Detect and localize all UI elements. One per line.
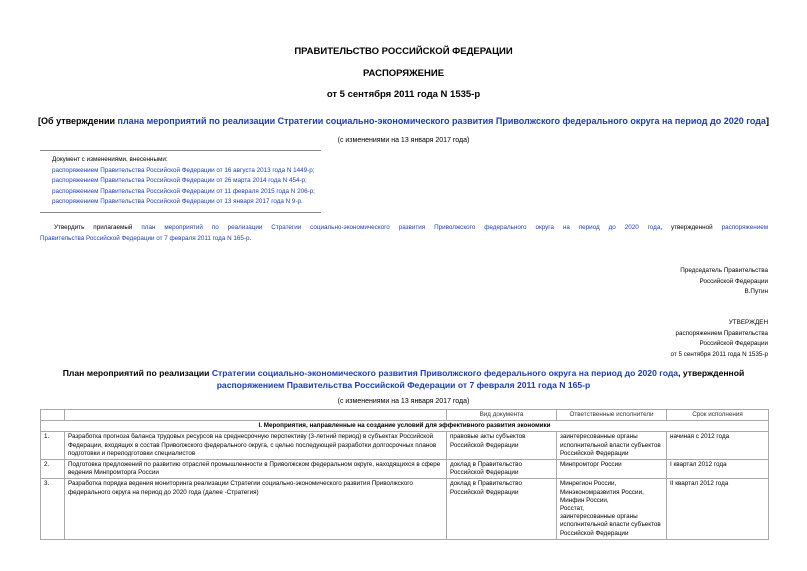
document-type: РАСПОРЯЖЕНИЕ: [362, 68, 445, 79]
document-title: [0, 116, 807, 126]
approved-date: от 5 сентября 2011 года N 1535-р: [670, 350, 768, 358]
header-cell: Вид документа: [447, 410, 557, 421]
row-term: начиная с 2012 года: [667, 432, 769, 460]
row-executors: заинтересованные органы исполнительной власти субъектов Российской Федерации: [557, 432, 667, 460]
row-number: 1.: [41, 432, 65, 460]
divider: [40, 212, 321, 213]
document-date-number: от 5 сентября 2011 года N 1535-р: [326, 89, 481, 100]
row-document: правовые акты субъектов Российской Федерации: [447, 432, 557, 460]
approved-country: Российской Федерации: [699, 340, 768, 347]
executor: Минэкономразвития России,: [560, 488, 644, 496]
amended-note: (с изменениями на 13 января 2017 года): [337, 137, 470, 144]
government-name: ПРАВИТЕЛЬСТВО РОССИЙСКОЙ ФЕДЕРАЦИИ: [294, 46, 513, 57]
order-text: , утвержденной: [660, 224, 713, 231]
header-cell: [65, 410, 447, 421]
title-suffix: ]: [765, 116, 769, 126]
section-row: [41, 421, 769, 432]
amendments-block: [52, 155, 315, 208]
amendments-intro: Документ с изменениями, внесенными:: [52, 156, 168, 163]
decree-link-cont[interactable]: Правительства Российской Федерации от 7 февраля 2011 года N 165-р: [40, 234, 250, 242]
signature-position: Председатель Правительства: [680, 267, 768, 274]
approved-block: [670, 318, 768, 360]
header-cell: [41, 410, 65, 421]
title-link[interactable]: плана мероприятий по реализации Стратегии социально-экономического развития Приволжского федерального округа на период до 2020 года: [117, 116, 766, 126]
plan-title-line-1: [0, 368, 807, 380]
approved-title: УТВЕРЖДЕН: [728, 319, 768, 326]
amendment-link[interactable]: распоряжением Правительства Российской Федерации от 11 февраля 2015 года N 206-р;: [52, 187, 315, 195]
plan-title: [0, 368, 807, 391]
amendment-link[interactable]: распоряжением Правительства Российской Федерации от 26 марта 2014 года N 454-р;: [52, 177, 307, 185]
table-header-row: [41, 410, 769, 421]
signature-block: [680, 266, 768, 298]
order-line-1: [40, 223, 768, 234]
amendment-link[interactable]: распоряжением Правительства Российской Федерации от 16 августа 2013 года N 1449-р;: [52, 166, 315, 174]
plan-title-prefix: План мероприятий по реализации: [62, 368, 212, 378]
order-paragraph: [40, 223, 768, 244]
order-text: Утвердить прилагаемый: [54, 224, 133, 231]
table-row: [41, 479, 769, 539]
row-document: доклад в Правительство Российской Федерации: [447, 460, 557, 479]
signature-name: В.Путин: [744, 288, 768, 295]
row-action: Подготовка предложений по развитию отраслей промышленности в Приволжском федеральном округе, находящихся в сфере ведения Минпромторга России: [65, 460, 447, 479]
plan-amended-note: (с изменениями на 13 января 2017 года): [337, 398, 470, 405]
header-cell: Срок исполнения: [667, 410, 769, 421]
table-row: [41, 432, 769, 460]
decree-link[interactable]: распоряжением: [721, 224, 769, 231]
executor: заинтересованные органы исполнительной власти субъектов Российской Федерации: [560, 513, 661, 537]
row-document: доклад в Правительство Российской Федерации: [447, 479, 557, 539]
executor: Минфин России,: [560, 496, 609, 504]
row-term: II квартал 2012 года: [667, 479, 769, 539]
plan-table: [40, 409, 769, 540]
section-title: I. Мероприятия, направленные на создание условий для эффективного развития экономики: [41, 421, 769, 432]
row-executors: [557, 479, 667, 539]
decree-link[interactable]: распоряжением Правительства Российской Федерации от 7 февраля 2011 года N 165-р: [216, 379, 591, 390]
table-row: [41, 460, 769, 479]
amendment-link[interactable]: распоряжением Правительства Российской Федерации от 13 января 2017 года N 9-р.: [52, 198, 303, 206]
executor: Минрегион России,: [560, 480, 617, 488]
row-number: 3.: [41, 479, 65, 539]
plan-title-line-2: [0, 380, 807, 392]
row-action: Разработка порядка ведения мониторинга реализации Стратегии социально-экономического развития Приволжского федерального округа на период до 2020 года (далее -Стратегия): [65, 479, 447, 539]
title-prefix: [Об утверждении: [38, 116, 118, 126]
row-term: I квартал 2012 года: [667, 460, 769, 479]
plan-link[interactable]: план мероприятий по реализации Стратегии социально-экономического развития Приволжского федерального округа на период до 2020 года: [141, 224, 661, 231]
row-action: Разработка прогноза баланса трудовых ресурсов на среднесрочную перспективу (3-летний период) в субъектах Российской Федерации, входящих в состав Приволжского федерального округа, с целью последующей разработки долгосрочных планов подготовки и переподготовки специалистов: [65, 432, 447, 460]
order-line-2: [40, 234, 768, 245]
strategy-link[interactable]: Стратегии социально-экономического развития Приволжского федерального округа на период до 2020 года: [211, 368, 679, 378]
executor: Росстат,: [560, 505, 584, 513]
approved-by: распоряжением Правительства: [675, 329, 768, 337]
divider: [40, 150, 321, 151]
row-number: 2.: [41, 460, 65, 479]
header-cell: Ответственные исполнители: [557, 410, 667, 421]
signature-country: Российской Федерации: [699, 277, 768, 285]
row-executors: Минпромторг России: [557, 460, 667, 479]
plan-title-mid: , утвержденной: [678, 368, 745, 378]
order-text: .: [249, 234, 252, 242]
